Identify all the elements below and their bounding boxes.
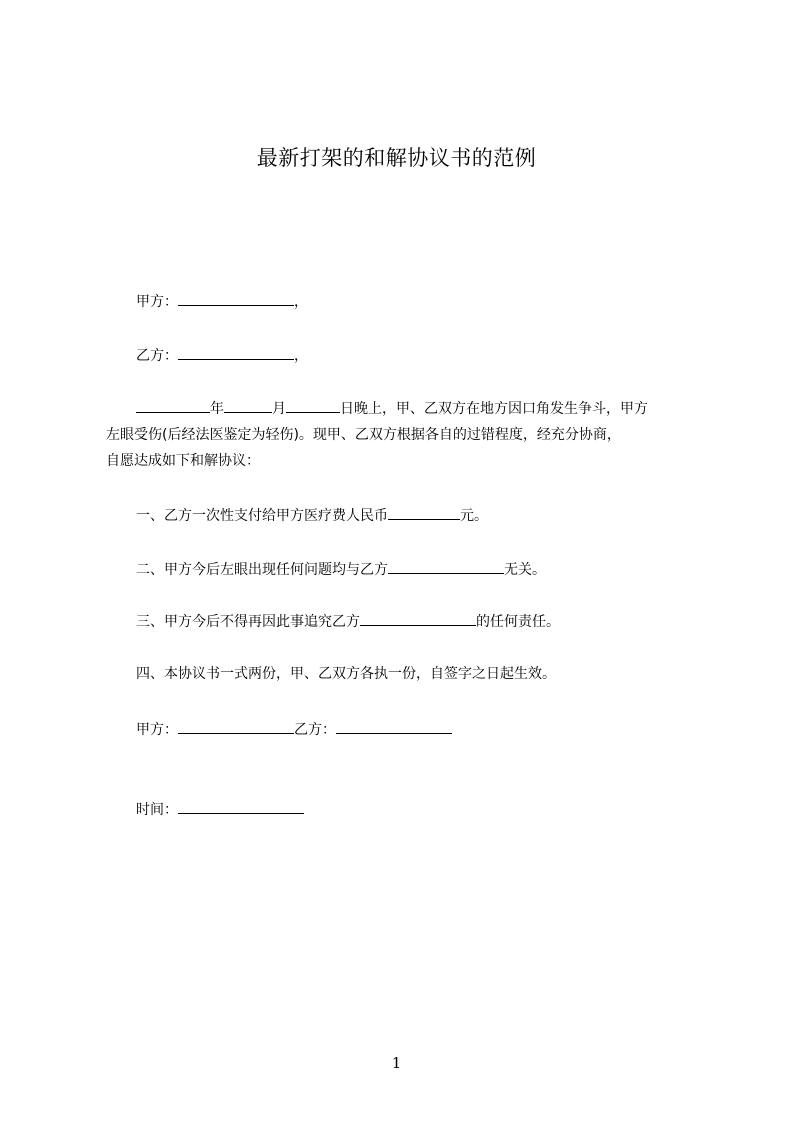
clause-1-suffix: 元。	[460, 508, 488, 524]
clause-1-blank	[388, 505, 460, 520]
clause-3-suffix: 的任何责任。	[476, 614, 560, 630]
signature-party-a-blank	[178, 719, 294, 734]
party-b-blank	[178, 345, 294, 360]
signature-party-a-label: 甲方：	[136, 722, 178, 738]
clause-1	[136, 505, 488, 526]
clause-1-text: 一、乙方一次性支付给甲方医疗费人民币	[136, 508, 388, 524]
clause-3-blank	[360, 611, 476, 626]
clause-2-blank	[388, 559, 504, 574]
document-title: 最新打架的和解协议书的范例	[256, 146, 537, 170]
year-suffix: 年	[210, 401, 224, 417]
time-blank	[178, 799, 304, 814]
party-b-label: 乙方：	[136, 348, 178, 364]
month-blank	[224, 398, 272, 413]
clause-4-text: 四、本协议书一式两份，甲、乙双方各执一份，自签字之日起生效。	[136, 666, 556, 682]
incident-line-2: 左眼受伤(后经法医鉴定为轻伤)。现甲、乙双方根据各自的过错程度，经充分协商，	[106, 427, 621, 443]
incident-line-1	[106, 396, 706, 422]
party-a-label: 甲方：	[136, 294, 178, 310]
signature-line	[136, 719, 452, 740]
clause-3	[136, 611, 560, 632]
time-line	[136, 799, 304, 820]
page-number: 1	[391, 1054, 402, 1072]
year-blank	[136, 398, 210, 413]
signature-party-b-blank	[336, 719, 452, 734]
time-label: 时间：	[136, 802, 178, 818]
incident-line-3: 自愿达成如下和解协议：	[106, 453, 260, 469]
party-a-blank	[178, 291, 294, 306]
party-a-line	[136, 291, 308, 312]
clause-2-text: 二、甲方今后左眼出现任何问题均与乙方	[136, 562, 388, 578]
incident-paragraph	[106, 396, 706, 474]
clause-4	[136, 664, 556, 684]
incident-day-text: 日晚上，甲、乙双方在地方因口角发生争斗，甲方	[340, 401, 648, 417]
party-b-line	[136, 345, 308, 366]
clause-2-suffix: 无关。	[504, 562, 546, 578]
party-b-suffix: ，	[294, 348, 308, 364]
month-suffix: 月	[272, 401, 286, 417]
signature-party-b-label: 乙方：	[294, 722, 336, 738]
party-a-suffix: ，	[294, 294, 308, 310]
clause-2	[136, 559, 546, 580]
day-blank	[286, 398, 340, 413]
clause-3-text: 三、甲方今后不得再因此事追究乙方	[136, 614, 360, 630]
